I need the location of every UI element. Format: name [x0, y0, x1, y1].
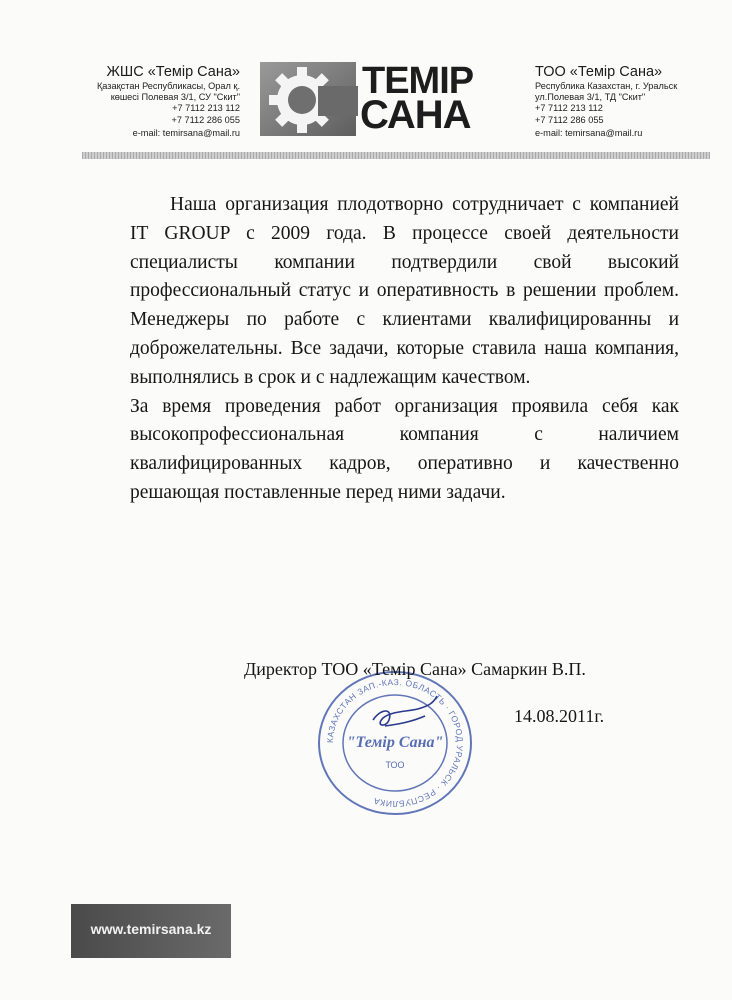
body-paragraph: Наша организация плодотворно сотрудничает с компанией IT GROUP с 2009 года. В процессе своей деятельности специалисты компании подтвердили свой высокий профессиональный статус и оперативность в решении проблем. Менеджеры по работе с клиентами квалифицированны и доброжелательны. Все задачи, которые ставила наша компания, выполнялись в срок и с надлежащим качеством. [130, 194, 679, 388]
right-address-line: ул.Полевая 3/1, ТД "Скит" [535, 92, 646, 103]
stamp-name: "Темір Сана" [346, 734, 444, 751]
right-address-line: Республика Казахстан, г. Уральск [535, 81, 678, 91]
website-url: www.temirsana.kz [90, 921, 212, 937]
logo-word-sana: САНА [360, 93, 471, 137]
letter-body [130, 191, 679, 508]
right-phone: +7 7112 213 112 [535, 103, 603, 114]
left-phone: +7 7112 213 112 [172, 103, 240, 114]
stamp-outer-text: КАЗАХСТАН ЗАП.-КАЗ. ОБЛАСТЬ · ГОРОД УРАЛЬСК · РЕСПУБЛИКА [324, 676, 466, 810]
right-phone: +7 7112 286 055 [535, 114, 604, 125]
signature-icon [373, 696, 437, 726]
letterhead-left [70, 64, 240, 139]
body-paragraph: За время проведения работ организация проявила себя как высокопрофессиональная компания с наличием квалифицированных кадров, оперативно и качественно решающая поставленные перед ними задачи. [130, 395, 679, 503]
right-org-name: ТОО «Темір Сана» [535, 64, 663, 80]
signer-line: Директор ТОО «Темір Сана» Самаркин В.П. [244, 659, 586, 679]
letterhead-right [535, 64, 695, 139]
stamp-type: ТОО [385, 760, 405, 770]
left-address-line: Қазақстан Республикасы, Орал қ. [96, 81, 240, 91]
left-address-line: көшесі Полевая 3/1, СУ "Скит" [110, 92, 240, 103]
left-org-name: ЖШС «Темір Сана» [106, 64, 240, 80]
letter-date: 14.08.2011г. [514, 706, 605, 726]
website-badge [71, 904, 231, 958]
company-stamp [315, 668, 475, 818]
right-email: e-mail: temirsana@mail.ru [535, 127, 643, 138]
left-phone: +7 7112 286 055 [171, 114, 240, 125]
logo-word-temir: ТЕМІР [362, 60, 474, 102]
header-divider [82, 152, 710, 159]
left-email: e-mail: temirsana@mail.ru [132, 127, 240, 138]
